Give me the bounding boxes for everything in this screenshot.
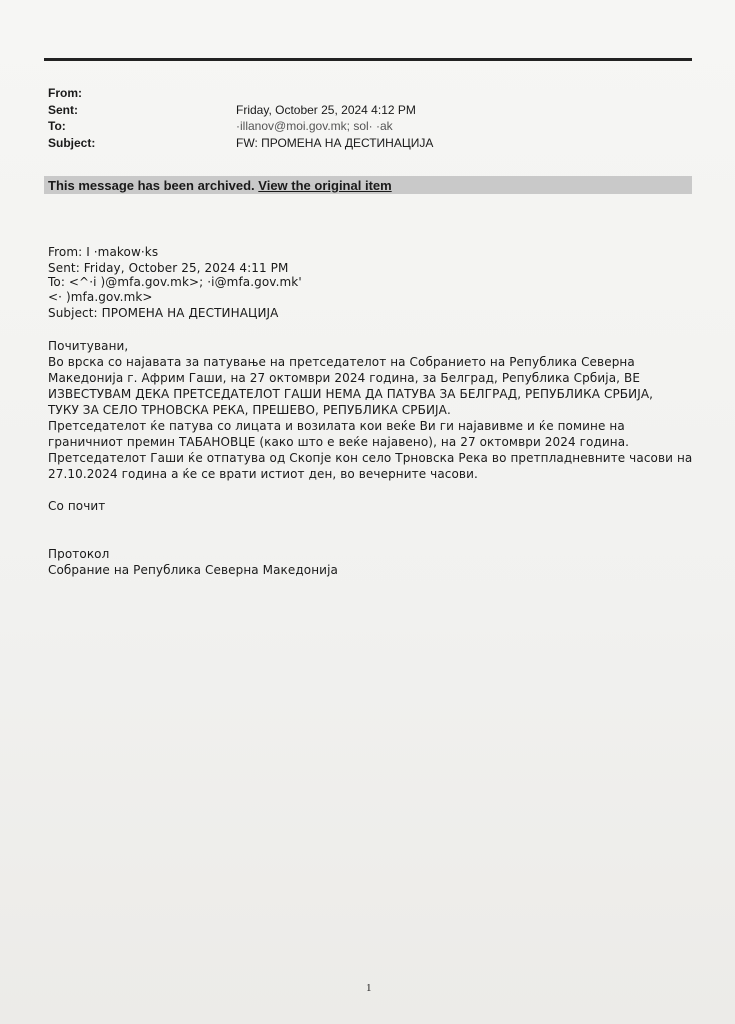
forwarded-to-line2: <· )mfa.gov.mk>: [48, 290, 153, 304]
page-number: 1: [366, 982, 372, 994]
body-closing: Со почит: [48, 499, 106, 513]
subject-label: Subject:: [48, 136, 96, 150]
archive-notice-bar: [44, 176, 692, 194]
signature-assembly: Собрание на Република Северна Македонија: [48, 563, 338, 577]
body-line: Македонија г. Африм Гаши, на 27 октомври 2024 година, за Белград, Република Србија, ВЕ: [48, 371, 640, 385]
forwarded-subject: Subject: ПРОМЕНА НА ДЕСТИНАЦИЈА: [48, 306, 279, 320]
body-line: 27.10.2024 година а ќе се врати истиот ден, во вечерните часови.: [48, 467, 478, 481]
to-label: To:: [48, 119, 66, 133]
body-line: граничниот премин ТАБАНОВЦЕ (како што е веќе најавено), на 27 октомври 2024 година.: [48, 435, 630, 449]
sent-label: Sent:: [48, 103, 78, 117]
from-label: From:: [48, 86, 82, 100]
forwarded-sent: Sent: Friday, October 25, 2024 4:11 PM: [48, 261, 289, 275]
body-line: Претседателот Гаши ќе отпатува од Скопје кон село Трновска Река во претпладневните часови на: [48, 451, 693, 465]
archive-notice: [48, 178, 392, 193]
forwarded-from: From: I ·makow·ks: [48, 245, 159, 259]
signature-protocol: Протокол: [48, 547, 110, 561]
body-line: ТУКУ ЗА СЕЛО ТРНОВСКА РЕКА, ПРЕШЕВО, РЕПУБЛИКА СРБИЈА.: [48, 403, 451, 417]
header-rule: [44, 58, 692, 61]
sent-value: Friday, October 25, 2024 4:12 PM: [236, 103, 416, 117]
body-line: Претседателот ќе патува со лицата и возилата кои веќе Ви ги најавивме и ќе помине на: [48, 419, 625, 433]
body-greeting: Почитувани,: [48, 339, 129, 353]
to-value: ·illanov@moi.gov.mk; sol· ·ak: [236, 119, 393, 133]
view-original-link[interactable]: View the original item: [258, 178, 392, 193]
archive-notice-text: This message has been archived.: [48, 178, 255, 193]
body-line: Во врска со најавата за патување на претседателот на Собранието на Република Северна: [48, 355, 635, 369]
subject-value: FW: ПРОМЕНА НА ДЕСТИНАЦИЈА: [236, 136, 434, 150]
forwarded-to-line1: To: <^·i )@mfa.gov.mk>; ·i@mfa.gov.mk': [48, 275, 302, 289]
body-line: ИЗВЕСТУВАМ ДЕКА ПРЕТСЕДАТЕЛОТ ГАШИ НЕМА ДА ПАТУВА ЗА БЕЛГРАД, РЕПУБЛИКА СРБИЈА,: [48, 387, 654, 401]
